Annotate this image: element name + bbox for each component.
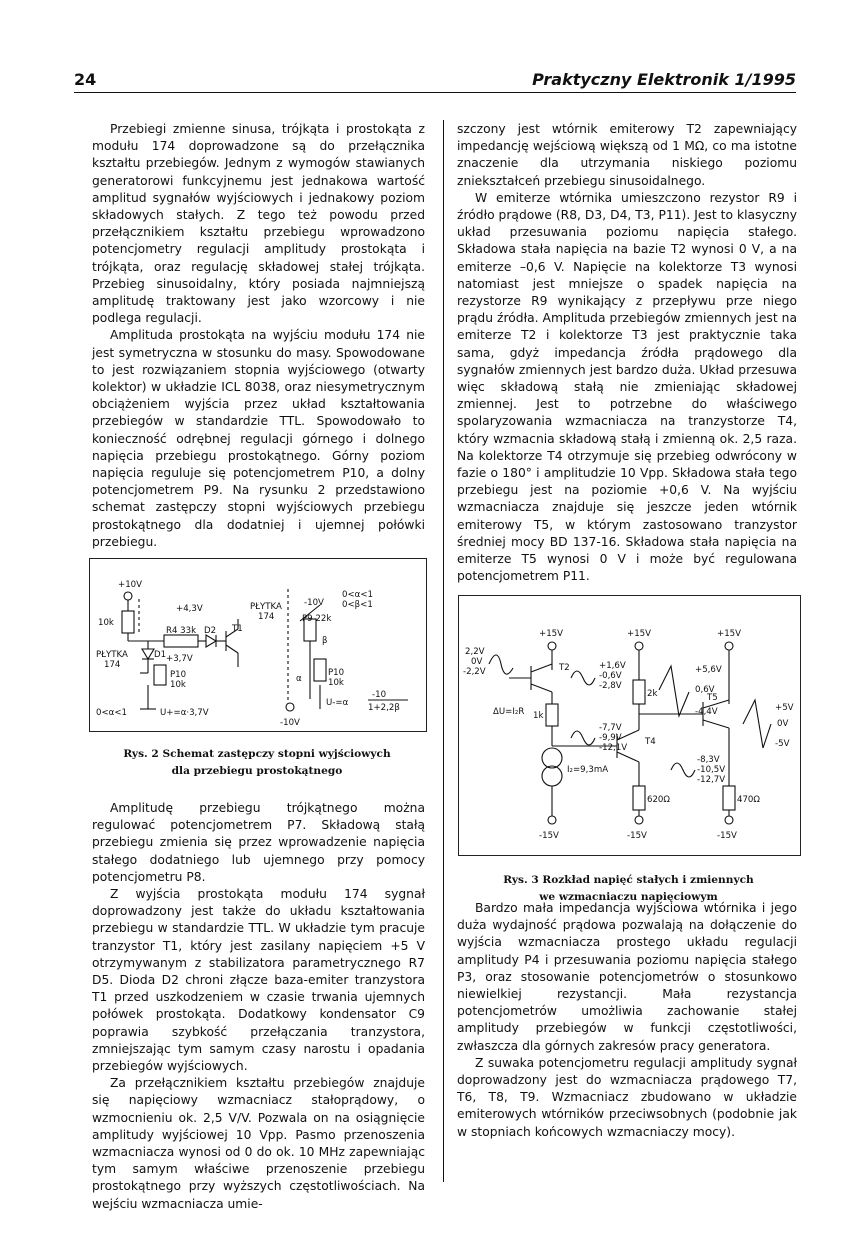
fig2-label: R4 33k bbox=[166, 626, 197, 636]
fig2-label: P10 bbox=[328, 668, 345, 678]
fig2-label: β bbox=[322, 636, 328, 646]
fig2-label: D2 bbox=[204, 626, 217, 636]
fig2-label: +4,3V bbox=[176, 604, 203, 614]
fig3-label: -7,7V bbox=[599, 723, 622, 733]
fig3-label: -2,8V bbox=[599, 681, 622, 691]
paragraph: Amplitudę przebiegu trójkątnego można regulować potencjometrem P7. Składową stałą przebiegu zmienia się przez wprowadzenie napięcia stałego dodatniego lub ujemnego przy pomocy potencjometru P8. bbox=[92, 801, 425, 884]
fig2-label: 174 bbox=[104, 660, 121, 670]
fig2-label: -10V bbox=[280, 718, 300, 728]
header-rule bbox=[74, 92, 796, 93]
fig2-label: -10 bbox=[372, 690, 387, 700]
fig3-label: T2 bbox=[559, 663, 570, 673]
caption-line: we wzmacniaczu napięciowym bbox=[539, 891, 718, 903]
fig2-label: 0<α<1 bbox=[342, 590, 374, 600]
paragraph: Za przełącznikiem kształtu przebiegów znajduje się napięciowy wzmacniacz stałoprądowy, o wzmocnieniu ok. 2,5 V/V. Pozwala on na osiągnięcie amplitudy wyjściowej 10 Vpp. Pasmo przenoszenia wzmacniacza wynosi od 0 do ok. 10 MHz zapewniając tym samym właściwe przenoszenie przebiegu prostokątnego przy wyższych częstotliwościach. Na wejściu wzmacniacza umie- bbox=[92, 1076, 425, 1211]
fig3-label: -2,2V bbox=[463, 667, 486, 677]
fig3-label: -15V bbox=[539, 831, 559, 841]
fig3-label: -15V bbox=[627, 831, 647, 841]
fig2-label: 0<α<1 bbox=[96, 708, 128, 718]
fig3-label: 2k bbox=[647, 689, 658, 699]
figure-3-drawing bbox=[459, 596, 800, 855]
fig3-label: ΔU=I₂R bbox=[493, 707, 525, 717]
figure-2-drawing bbox=[90, 559, 426, 731]
column-divider bbox=[443, 120, 444, 1182]
fig2-label: -10V bbox=[304, 598, 324, 608]
fig3-label: T4 bbox=[645, 737, 656, 747]
fig3-label: -8,3V bbox=[697, 755, 720, 765]
fig3-label: +5V bbox=[775, 703, 794, 713]
fig3-label: 470Ω bbox=[737, 795, 760, 805]
right-column-top bbox=[457, 121, 797, 585]
fig2-label: +10V bbox=[118, 580, 143, 590]
paragraph: W emiterze wtórnika umieszczono rezystor R9 i źródło prądowe (R8, D3, D4, T3, P11). Jest to klasyczny układ przesuwania poziomu napięcia stałego. Składowa stała napięcia na bazie T2 wynosi 0 V, a na emiterze –0,6 V. Napięcie na kolektorze T3 wynosi natomiast jest mniejsze o spadek napięcia na rezystorze R9 wynikający z przepływu prze niego prądu źródła. Amplituda przebiegów zmiennych jest na emiterze T2 i kolektorze T3 jest praktycznie taka sama, gdyż impedancja źródła prądowego dla sygnałów zmiennych jest bardzo duża. Układ przesuwa więc składową stałą nie zmieniając składowej zmiennej. Jest to potrzebne do właściwego spolaryzowania wzmacniacza na tranzystorze T4, który wzmacnia składową stałą i zmienną ok. 2,5 raza. Na kolektorze T4 otrzymuje się przebieg odwrócony w fazie o 180° i amplitudzie 10 Vpp. Składowa stała tego przebiegu jest na poziomie +0,6 V. Na wyjściu wzmacniacza znajduje się jeszcze jeden wtórnik emiterowy T5, w którym zastosowano tranzystor średniej mocy BD 137-16. Składowa stała napięcia na emiterze T5 wynosi 0 V i może być regulowana potencjometrem P11. bbox=[457, 190, 797, 584]
paragraph: Z wyjścia prostokąta modułu 174 sygnał doprowadzony jest także do układu kształtowania przebiegu w standardzie TTL. W układzie tym pracuje tranzystor T1, który jest zasilany napięciem +5 V otrzymywanym z stabilizatora parametrycznego R7 D5. Dioda D2 chroni złącze baza-emiter tranzystora T1 przed uszkodzeniem w czasie trwania ujemnych połówek prostokąta. Dodatkowy kondensator C9 poprawia szybkość przełączania tranzystora, zmniejszając tym samym czasy narostu i opadania przebiegów wyjściowych. bbox=[92, 887, 425, 1074]
page-number: 24 bbox=[74, 70, 97, 89]
fig3-label: -0,6V bbox=[599, 671, 622, 681]
fig3-label: -9,9V bbox=[599, 733, 622, 743]
paragraph: Przebiegi zmienne sinusa, trójkąta i prostokąta z modułu 174 doprowadzone są do przełącznika kształtu przebiegów. Jednym z wymogów stawianych generatorowi funkcyjnemu jest jednakowa wartość amplitud sygnałów wyjściowych i jednakowy poziom składowych stałych. Z tego też powodu przed przełącznikiem kształtu przebiegu wprowadzono potencjometry regulacji amplitudy prostokąta i trójkąta, oraz regulację składowej stałej trójkąta. Przebieg sinusoidalny, który posiada najmniejszą amplitudę traktowany jest jako wzorcowy i nie podlega regulacji. bbox=[92, 122, 425, 326]
fig2-label: D1 bbox=[154, 650, 167, 660]
fig3-label: +15V bbox=[627, 629, 652, 639]
fig3-label: 0V bbox=[777, 719, 789, 729]
fig3-label: I₂=9,3mA bbox=[567, 765, 609, 775]
fig3-label: -5V bbox=[775, 739, 790, 749]
paragraph: szczony jest wtórnik emiterowy T2 zapewniający impedancję wejściową większą od 1 MΩ, co ma istotne znaczenie dla utrzymania niskiego poziomu zniekształceń przebiegu sinusoidalnego. bbox=[457, 122, 797, 188]
paragraph: Z suwaka potencjometru regulacji amplitudy sygnał doprowadzony jest do wzmacniacza prądowego T7, T6, T8, T9. Wzmacniacz zbudowano w układzie emiterowych wtórników przeciwsobnych (podobnie jak w stopniach końcowych wzmacniaczy mocy). bbox=[457, 1055, 797, 1139]
fig2-label: α bbox=[296, 674, 302, 684]
caption-line: Rys. 2 Schemat zastępczy stopni wyjściowych bbox=[123, 748, 391, 760]
fig3-label: 620Ω bbox=[647, 795, 670, 805]
fig2-label: 10k bbox=[170, 680, 186, 690]
fig2-label: 174 bbox=[258, 612, 275, 622]
fig2-label: U+=α·3,7V bbox=[160, 708, 209, 718]
figure-2-caption bbox=[89, 746, 425, 780]
fig2-label: T1 bbox=[232, 624, 243, 634]
fig3-label: -12,1V bbox=[599, 743, 628, 753]
fig2-label: U-=α bbox=[326, 698, 349, 708]
caption-line: Rys. 3 Rozkład napięć stałych i zmiennych bbox=[503, 874, 754, 886]
fig3-label: +15V bbox=[539, 629, 564, 639]
journal-title: Praktyczny Elektronik 1/1995 bbox=[532, 70, 796, 89]
fig3-label: 2,2V bbox=[465, 647, 485, 657]
fig3-label: -15V bbox=[717, 831, 737, 841]
paragraph: Amplituda prostokąta na wyjściu modułu 174 nie jest symetryczna w stosunku do masy. Spowodowane to jest rozwiązaniem stopnia wyjściowego (otwarty kolektor) w układzie ICL 8038, oraz niesymetrycznym obciążeniem wyjścia przez układ kształtowania przebiegów w standardzie TTL. Spowodowało to konieczność odrębnej regulacji górnego i dolnego napięcia przebiegu prostokątnego. Górny poziom napięcia reguluje się potencjometrem P10, a dolny potencjometrem P9. Na rysunku 2 przedstawiono schemat zastępczy stopni wyjściowych przebiegu prostokątnego dla dodatniej i ujemnej połówki przebiegu. bbox=[92, 328, 425, 549]
fig3-label: -10,5V bbox=[697, 765, 726, 775]
left-column-bottom bbox=[92, 800, 425, 1213]
fig2-label: PŁYTKA bbox=[250, 602, 282, 612]
fig3-label: +5,6V bbox=[695, 665, 722, 675]
figure-2-schematic bbox=[89, 558, 427, 732]
fig3-label: T5 bbox=[707, 693, 718, 703]
fig2-label: 0<β<1 bbox=[342, 600, 373, 610]
fig2-label: P9 22k bbox=[302, 614, 332, 624]
fig3-label: 0V bbox=[471, 657, 483, 667]
caption-line: dla przebiegu prostokątnego bbox=[171, 765, 343, 777]
fig3-label: 0,6V bbox=[695, 685, 715, 695]
fig3-label: 1k bbox=[533, 711, 544, 721]
fig3-label: +15V bbox=[717, 629, 742, 639]
fig3-label: +1,6V bbox=[599, 661, 626, 671]
left-column-top bbox=[92, 121, 425, 551]
fig2-label: 10k bbox=[328, 678, 344, 688]
fig2-label: P10 bbox=[170, 670, 187, 680]
fig3-label: -4,4V bbox=[695, 707, 718, 717]
right-column-bottom bbox=[457, 900, 797, 1141]
figure-3-schematic bbox=[458, 595, 801, 856]
fig2-label: 1+2,2β bbox=[368, 703, 400, 713]
fig2-label: 10k bbox=[98, 618, 114, 628]
fig3-label: -12,7V bbox=[697, 775, 726, 785]
paragraph: Bardzo mała impedancja wyjściowa wtórnika i jego duża wydajność prądowa pozwalają na dołączenie do wyjścia wzmacniacza prostego układu regulacji amplitudy P4 i przesuwania poziomu napięcia stałego P3, oraz stosowanie potencjometrów o stosunkowo niewielkiej rezystancji. Mała rezystancja potencjometrów umożliwia zachowanie stałej amplitudy przebiegów w funkcji częstotliwości, zwłaszcza dla górnych zakresów pracy generatora. bbox=[457, 901, 797, 1053]
fig2-label: PŁYTKA bbox=[96, 650, 128, 660]
fig2-label: +3,7V bbox=[166, 654, 193, 664]
